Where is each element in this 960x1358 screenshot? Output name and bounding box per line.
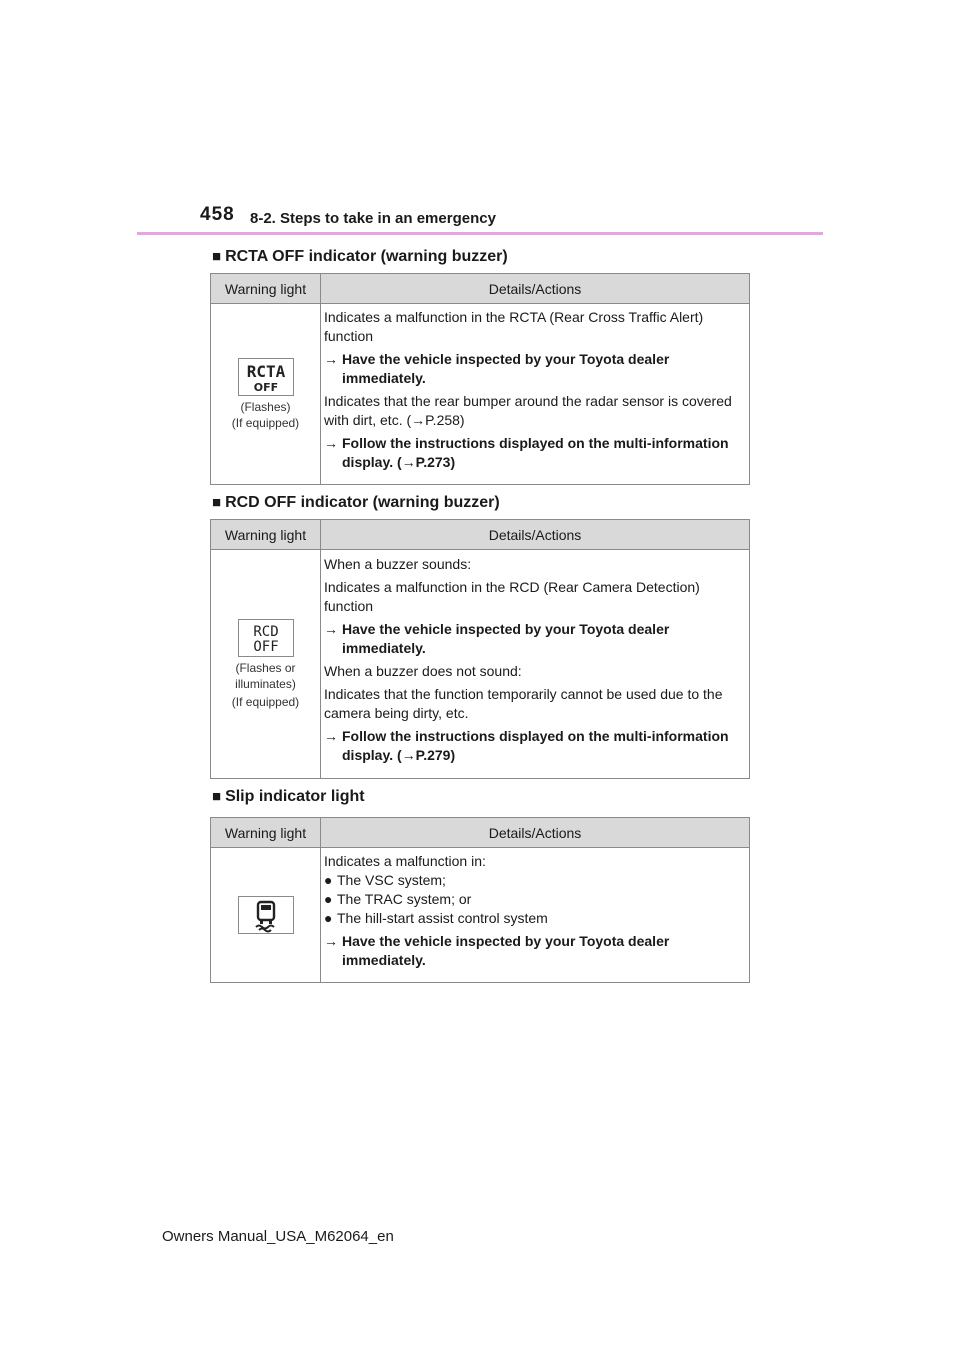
dot-bullet-icon: ● — [324, 872, 333, 888]
rcta-action-1: → Have the vehicle inspected by your Toyota dealer immediately. — [324, 351, 670, 386]
slip-bullet-trac: ● The TRAC system; or — [324, 891, 472, 907]
rcd-details-cell — [321, 550, 750, 779]
slip-p1: Indicates a malfunction in: — [324, 853, 486, 869]
rcta-subhead-text: RCTA OFF indicator (warning buzzer) — [225, 248, 508, 265]
rcd-action-1: → Have the vehicle inspected by your Toyota dealer immediately. — [324, 621, 670, 656]
rcta-action-2: → Follow the instructions displayed on the multi-information display. (→P.273) — [324, 435, 729, 470]
rcta-light-cell — [211, 304, 321, 485]
col-header-warning-light: Warning light — [211, 818, 321, 848]
rcta-caption-equipped: (If equipped) — [231, 415, 300, 430]
col-header-details: Details/Actions — [321, 520, 750, 550]
rcd-p2: Indicates that the function temporarily cannot be used due to the camera being dirty, etc. — [324, 686, 723, 721]
rcd-caption-equipped: (If equipped) — [231, 694, 300, 709]
rcta-icon-line1: RCTA — [246, 361, 285, 381]
dot-bullet-icon: ● — [324, 910, 333, 926]
arrow-icon: → — [324, 621, 338, 637]
rcta-table — [210, 273, 750, 485]
slip-subhead — [212, 788, 365, 806]
rcta-icon-line2: OFF — [253, 380, 278, 394]
arrow-icon: → — [401, 747, 416, 763]
rcta-details-cell — [321, 304, 750, 485]
rcd-subhead-text: RCD OFF indicator (warning buzzer) — [225, 494, 500, 511]
rcd-action-2: → Follow the instructions displayed on the multi-information display. (→P.279) — [324, 728, 729, 763]
section-title: 8-2. Steps to take in an emergency — [250, 210, 496, 227]
rcd-caption-flashes: (Flashes or illuminates) — [235, 660, 296, 691]
col-header-warning-light: Warning light — [211, 520, 321, 550]
slip-table — [210, 817, 750, 983]
arrow-icon: → — [401, 454, 416, 470]
slip-bullet-vsc: ● The VSC system; — [324, 872, 446, 888]
slip-details-cell — [321, 848, 750, 983]
rcd-light-cell — [211, 550, 321, 779]
arrow-icon: → — [324, 933, 338, 949]
rcta-off-icon — [238, 358, 294, 396]
slip-bullet-hill-start: ● The hill-start assist control system — [324, 910, 548, 926]
header-rule — [137, 232, 823, 235]
rcd-ref-279[interactable]: P.279 — [415, 747, 451, 763]
rcd-p0: When a buzzer sounds: — [324, 556, 472, 572]
rcd-table — [210, 519, 750, 779]
footer-manual-id: Owners Manual_USA_M62064_en — [162, 1228, 394, 1245]
rcd-icon-line1: RCD — [252, 623, 279, 640]
rcd-icon-line2: OFF — [252, 638, 279, 655]
square-bullet-icon: ■ — [212, 248, 222, 265]
rcta-p2: Indicates that the rear bumper around the radar sensor is covered with dirt, etc. (→P.258) — [324, 393, 732, 428]
rcd-off-icon — [238, 619, 294, 657]
slip-action-1: → Have the vehicle inspected by your Toyota dealer immediately. — [324, 933, 670, 968]
arrow-icon: → — [411, 412, 426, 428]
arrow-icon: → — [324, 728, 338, 744]
page-number: 458 — [200, 204, 235, 225]
rcta-subhead — [212, 248, 508, 266]
rcta-ref-258[interactable]: P.258 — [425, 412, 460, 428]
slip-subhead-text: Slip indicator light — [225, 788, 365, 805]
rcta-ref-273[interactable]: P.273 — [415, 454, 451, 470]
col-header-details: Details/Actions — [321, 274, 750, 304]
rcd-p1: Indicates a malfunction in the RCD (Rear Camera Detection) function — [324, 579, 700, 614]
rcta-caption-flashes: (Flashes) — [240, 399, 291, 414]
rcta-p1: Indicates a malfunction in the RCTA (Rear Cross Traffic Alert) function — [324, 309, 704, 344]
dot-bullet-icon: ● — [324, 891, 333, 907]
arrow-icon: → — [324, 435, 338, 451]
square-bullet-icon: ■ — [212, 788, 222, 805]
square-bullet-icon: ■ — [212, 494, 222, 511]
slip-indicator-icon — [238, 896, 294, 934]
rcd-subhead — [212, 494, 500, 512]
slip-light-cell — [211, 848, 321, 983]
rcd-p2a: When a buzzer does not sound: — [324, 663, 522, 679]
col-header-details: Details/Actions — [321, 818, 750, 848]
col-header-warning-light: Warning light — [211, 274, 321, 304]
arrow-icon: → — [324, 351, 338, 367]
